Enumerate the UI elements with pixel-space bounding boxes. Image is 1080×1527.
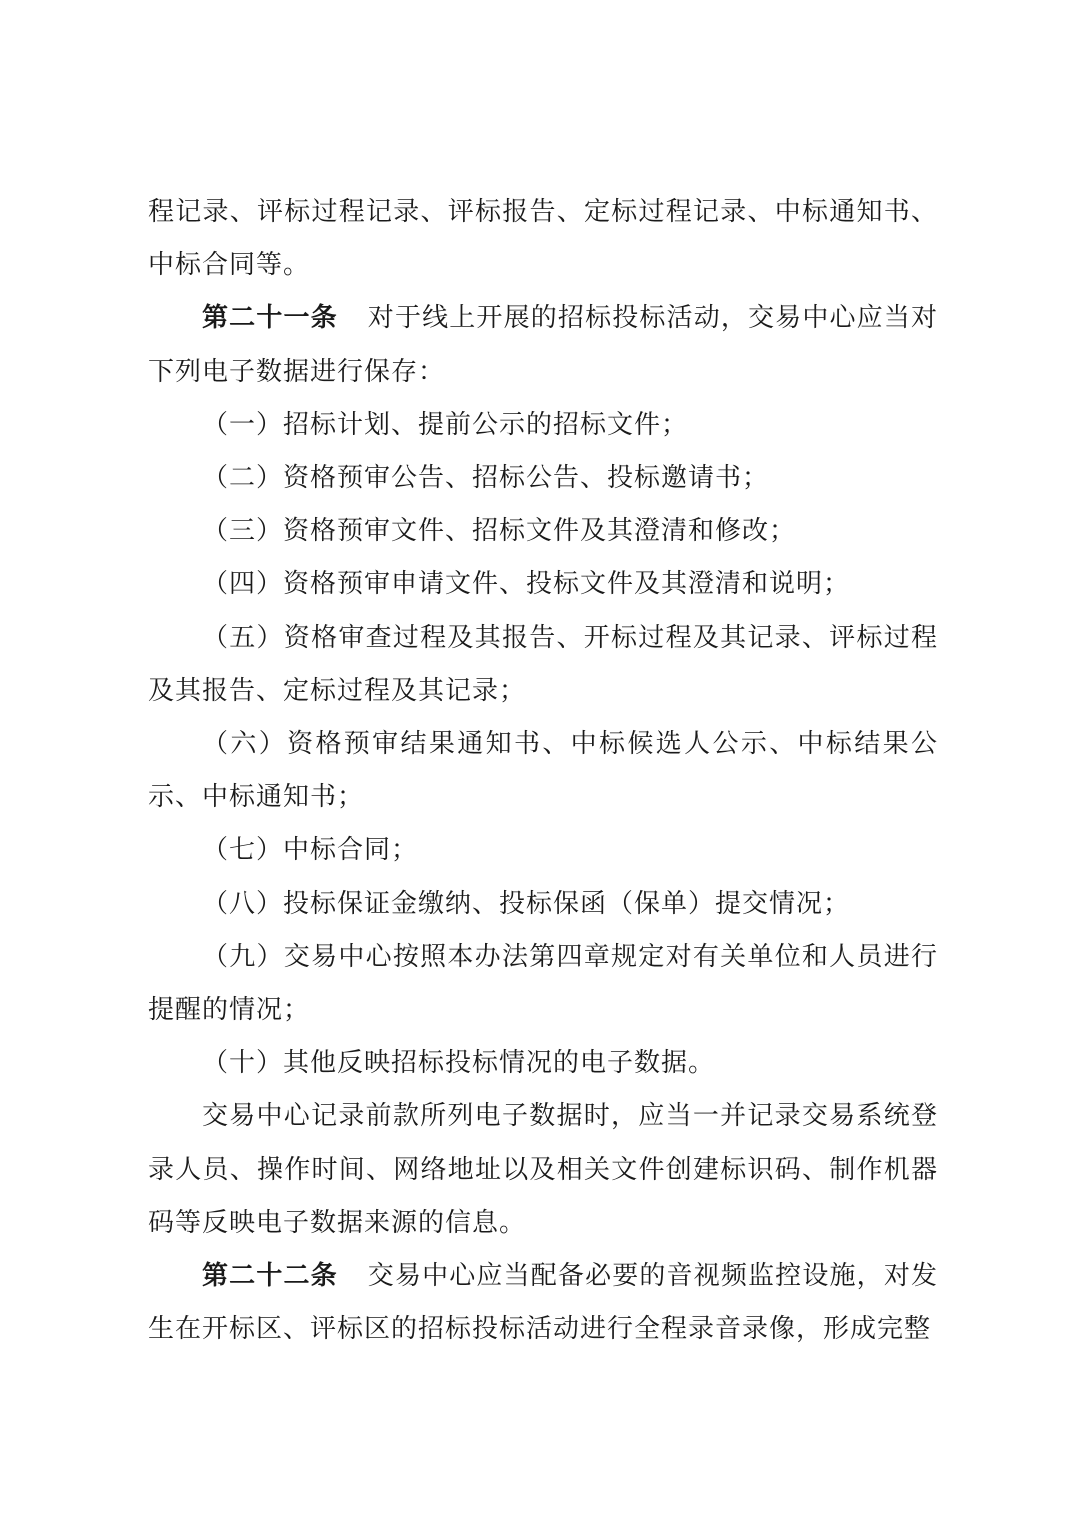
article-text: 对于线上开展的招标投标活动，交易中心应当对下列电子数据进行保存：	[148, 303, 938, 387]
document-body	[148, 186, 938, 1356]
list-item: （六）资格预审结果通知书、中标候选人公示、中标结果公示、中标通知书；	[148, 729, 938, 813]
list-item: （七）中标合同；	[202, 835, 419, 866]
article-22	[148, 1250, 938, 1356]
article-21	[148, 292, 938, 398]
list-item: （十）其他反映招标投标情况的电子数据。	[202, 1048, 716, 1079]
list-item: （三）资格预审文件、招标文件及其澄清和修改；	[202, 516, 797, 547]
paragraph: 交易中心记录前款所列电子数据时，应当一并记录交易系统登录人员、操作时间、网络地址以及相关文件创建标识码、制作机器码等反映电子数据来源的信息。	[148, 1101, 938, 1238]
list-item: （二）资格预审公告、招标公告、投标邀请书；	[202, 463, 770, 494]
list-item: （九）交易中心按照本办法第四章规定对有关单位和人员进行提醒的情况；	[148, 941, 938, 1026]
list-item: （八）投标保证金缴纳、投标保函（保单）提交情况；	[202, 888, 851, 919]
article-text: 交易中心应当配备必要的音视频监控设施，对发生在开标区、评标区的招标投标活动进行全程录音录像，形成完整	[148, 1261, 938, 1345]
list-item: （四）资格预审申请文件、投标文件及其澄清和说明；	[202, 569, 851, 600]
paragraph-continuation: 程记录、评标过程记录、评标报告、定标过程记录、中标通知书、中标合同等。	[148, 197, 938, 281]
article-number: 第二十一条	[202, 303, 338, 334]
list-item: （一）招标计划、提前公示的招标文件；	[202, 409, 689, 440]
list-item: （五）资格审查过程及其报告、开标过程及其记录、评标过程及其报告、定标过程及其记录；	[148, 622, 938, 706]
article-number: 第二十二条	[202, 1261, 338, 1292]
